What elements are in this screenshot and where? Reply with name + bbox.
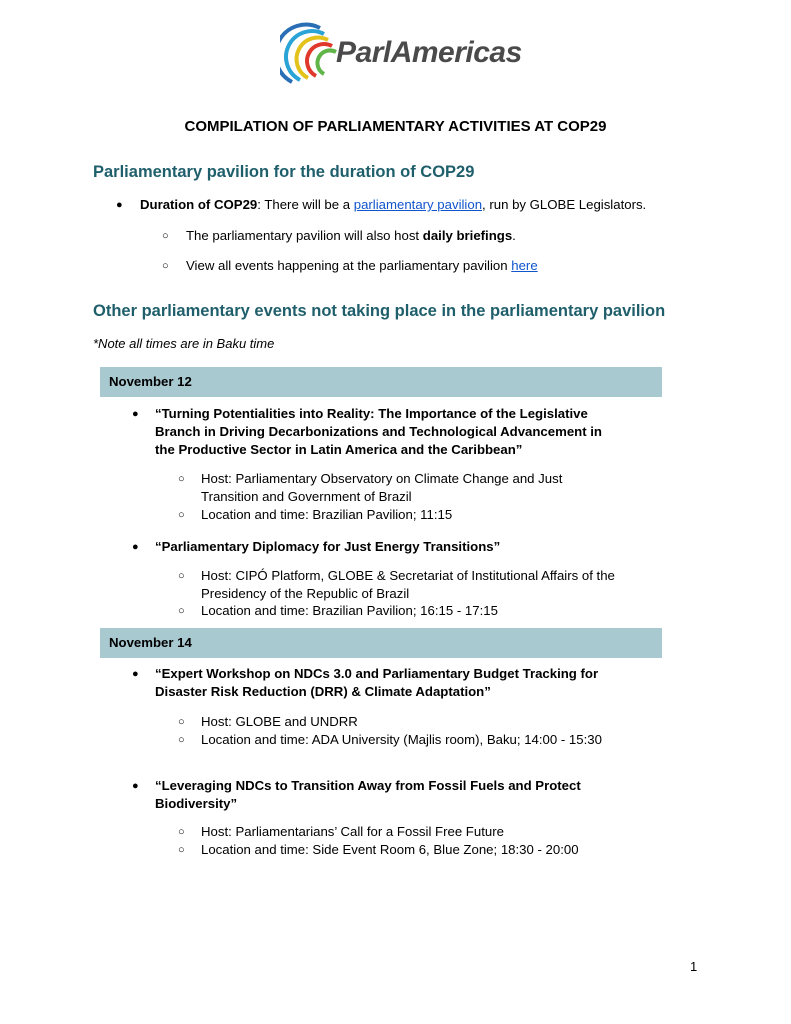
sub-bullet-icon: ○ [178, 473, 185, 485]
pavilion-duration-item [140, 196, 646, 214]
event-title-line: the Productive Sector in Latin America and the Caribbean” [155, 442, 523, 457]
event-title [155, 538, 500, 556]
view-events-item [186, 257, 538, 275]
event-title [155, 665, 598, 701]
date-bar-november-12 [100, 367, 662, 397]
event-host-line: Host: CIPÓ Platform, GLOBE & Secretariat of Institutional Affairs of the [201, 568, 615, 583]
event-host [201, 567, 615, 603]
baku-time-note: *Note all times are in Baku time [93, 336, 275, 351]
sub-bullet-icon: ○ [178, 509, 185, 521]
parliamentary-pavilion-link[interactable]: parliamentary pavilion [353, 197, 483, 212]
document-title: COMPILATION OF PARLIAMENTARY ACTIVITIES AT COP29 [184, 118, 607, 135]
event-host-line: Transition and Government of Brazil [201, 489, 412, 504]
view-events-text: View all events happening at the parliamentary pavilion [186, 258, 512, 273]
section-heading-other-events: Other parliamentary events not taking place in the parliamentary pavilion [93, 302, 666, 320]
sub-bullet-icon: ○ [178, 844, 185, 856]
page-number: 1 [690, 959, 698, 974]
bullet-icon: ● [132, 668, 139, 680]
event-location: Location and time: Brazilian Pavilion; 16:15 - 17:15 [201, 603, 498, 618]
here-link[interactable]: here [511, 258, 538, 273]
event-host-line: Presidency of the Republic of Brazil [201, 586, 410, 601]
event-title [155, 405, 602, 459]
bullet-icon: ● [132, 541, 139, 553]
event-host-line: Host: Parliamentary Observatory on Climate Change and Just [201, 471, 563, 486]
event-host [201, 713, 358, 731]
section-heading-pavilion: Parliamentary pavilion for the duration of COP29 [93, 163, 475, 181]
duration-text-end: , run by GLOBE Legislators. [482, 197, 647, 212]
date-label: November 14 [109, 635, 192, 650]
bullet-icon: ● [116, 199, 123, 211]
bullet-icon: ● [132, 408, 139, 420]
sub-bullet-icon: ○ [178, 605, 185, 617]
date-bar-november-14 [100, 628, 662, 658]
parlamericas-logo [280, 22, 530, 92]
bullet-icon: ● [132, 780, 139, 792]
daily-briefings-item [186, 227, 516, 245]
daily-briefings-text: The parliamentary pavilion will also host [186, 228, 423, 243]
event-host-line: Host: GLOBE and UNDRR [201, 714, 358, 729]
daily-briefings-period: . [512, 228, 516, 243]
event-title-line: “Expert Workshop on NDCs 3.0 and Parliamentary Budget Tracking for [155, 666, 599, 681]
duration-text: : There will be a [257, 197, 354, 212]
sub-bullet-icon: ○ [178, 734, 185, 746]
event-location: Location and time: ADA University (Majlis room), Baku; 14:00 - 15:30 [201, 732, 602, 747]
sub-bullet-icon: ○ [162, 230, 169, 242]
sub-bullet-icon: ○ [178, 716, 185, 728]
date-label: November 12 [109, 374, 192, 389]
event-location: Location and time: Brazilian Pavilion; 11:15 [201, 507, 453, 522]
daily-briefings-bold: daily briefings [422, 228, 513, 243]
event-title-line: Biodiversity” [155, 796, 238, 811]
event-host-line: Host: Parliamentarians’ Call for a Fossil Free Future [201, 824, 504, 839]
event-host [201, 470, 562, 506]
event-title-line: Disaster Risk Reduction (DRR) & Climate Adaptation” [155, 684, 491, 699]
sub-bullet-icon: ○ [178, 826, 185, 838]
event-title-line: “Turning Potentialities into Reality: The Importance of the Legislative [155, 406, 588, 421]
event-title-line: “Parliamentary Diplomacy for Just Energy Transitions” [155, 539, 501, 554]
event-host [201, 823, 504, 841]
duration-label: Duration of COP29 [140, 197, 258, 212]
sub-bullet-icon: ○ [178, 570, 185, 582]
event-title [155, 777, 581, 813]
logo-wordmark: ParlAmericas [336, 36, 522, 69]
logo-arcs-icon [280, 22, 340, 92]
event-title-line: Branch in Driving Decarbonizations and Technological Advancement in [155, 424, 602, 439]
sub-bullet-icon: ○ [162, 260, 169, 272]
event-location: Location and time: Side Event Room 6, Blue Zone; 18:30 - 20:00 [201, 842, 579, 857]
event-title-line: “Leveraging NDCs to Transition Away from Fossil Fuels and Protect [155, 778, 581, 793]
